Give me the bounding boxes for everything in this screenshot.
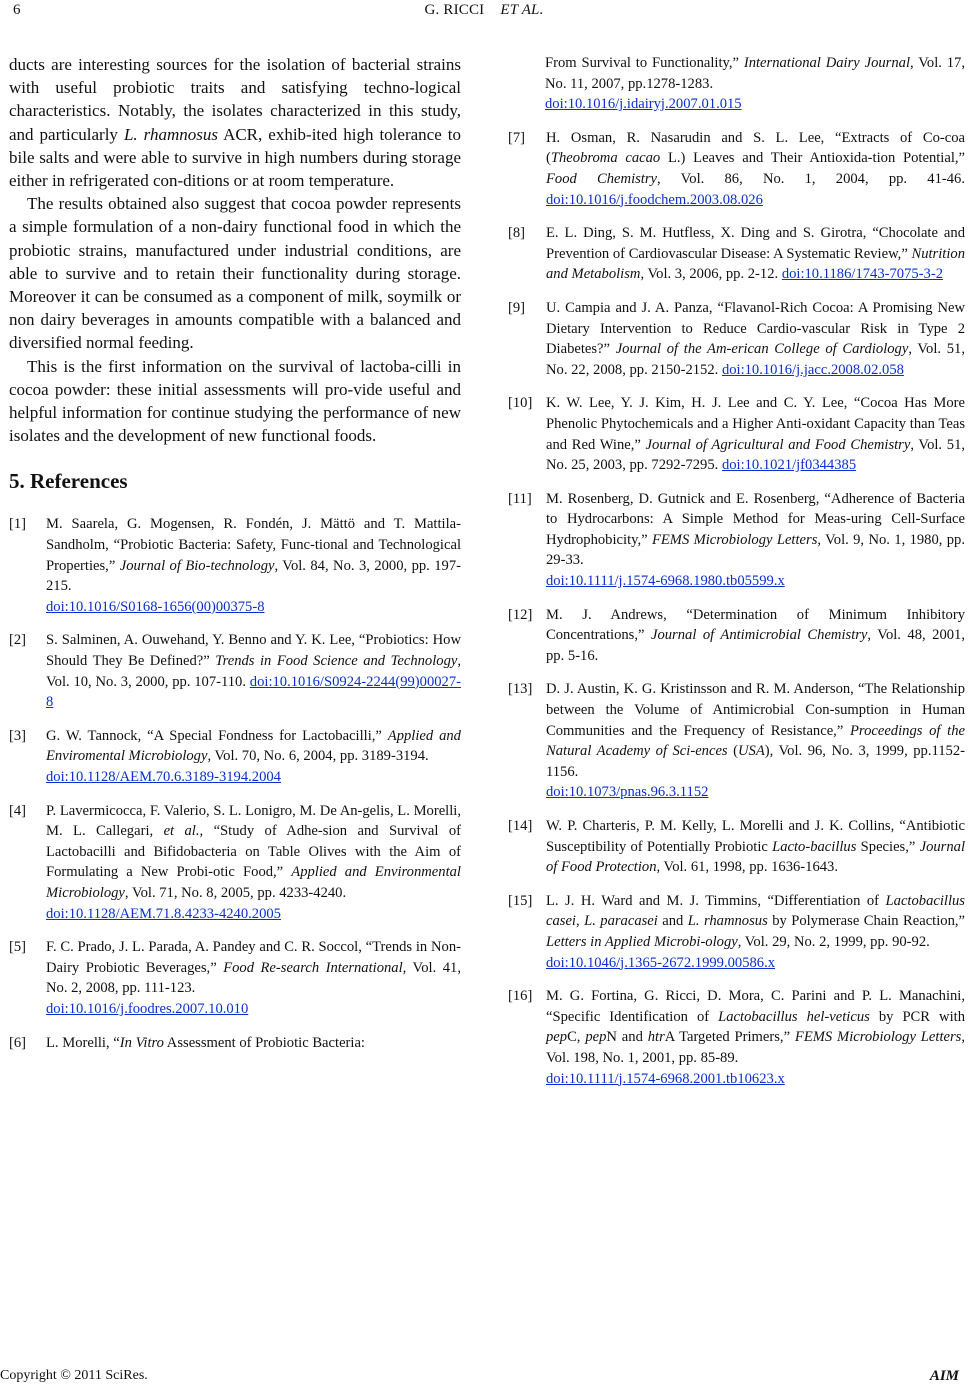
reference-italic: In Vitro [119,1034,164,1051]
reference-3 [9,726,461,788]
reference-authors-title: E. L. Ding, S. M. Hutfless, X. Ding and S. Girotra, “Chocolate and Prevention of Cardiovascular Disease: A Systematic Review,” [546,225,965,262]
reference-journal: Trends in Food Science and Technology [215,653,458,670]
reference-journal: FEMS Microbiology Letters [794,1029,962,1046]
reference-8 [508,223,965,285]
reference-title: A Targeted Primers,” [664,1029,795,1046]
reference-number: [7] [508,129,526,146]
paragraph-2: The results obtained also suggest that cocoa powder represents a simple formulation of a non-dairy functional food in which the probiotic strains, manufactured under industrial conditions, are able to survive and to retain their functionality during storage. Moreover it can be consumed as a component of milk, soymilk or non dairy beverages in amounts compatible with a balanced and diversified normal feeding. [9,194,461,353]
reference-number: [9] [508,299,526,316]
reference-species-2: L. paracasei [584,913,658,930]
paragraph-1-start: ducts are interesting sources for the isolation of bacterial strains with useful probiotic traits and satisfying techno-logical characteristics. Notably, the isolates characterized in this study, and particularly [9,55,461,144]
reference-9 [508,298,965,380]
doi-link[interactable]: doi:10.1111/j.1574-6968.2001.tb10623.x [546,1070,785,1087]
reference-number: [14] [508,818,533,834]
page-number: 6 [13,2,21,18]
doi-link[interactable]: doi:10.1128/AEM.70.6.3189-3194.2004 [46,768,281,785]
reference-number: [8] [508,225,526,242]
reference-authors-title: M. J. Andrews, “Determination of Minimum Inhibitory Concentrations,” [546,606,965,644]
reference-journal: Journal of Antimicrobial Chemistry [650,627,868,644]
journal-abbreviation: AIM [929,1368,959,1384]
reference-details: , Vol. 71, No. 8, 2005, pp. 4233-4240. [124,884,347,901]
reference-journal: Nutrition and Metabolism [546,245,965,283]
reference-journal: Journal of Bio-technology [119,557,275,574]
reference-details: , Vol. 70, No. 6, 2004, pp. 3189-3194. [207,748,429,765]
doi-link[interactable]: doi:10.1111/j.1574-6968.1980.tb05599.x [546,573,785,590]
reference-number: [15] [508,892,533,909]
doi-link[interactable]: doi:10.1046/j.1365-2672.1999.00586.x [546,954,776,971]
reference-journal: Journal of Agricultural and Food Chemistry [645,436,911,453]
reference-authors-title: M. Saarela, G. Mogensen, R. Fondén, J. Mättö and T. Mattila-Sandholm, “Probiotic Bacteria: Safety, Func-tional and Technological Properties,” [46,516,461,574]
reference-10 [508,393,965,475]
reference-authors: L. J. H. Ward and M. J. Timmins, “Differentiation of [546,892,886,909]
reference-punct: by PCR with [869,1008,965,1025]
reference-journal: Letters in Applied Microbi-ology [546,933,738,950]
reference-title: L.) Leaves and Their Antioxida-tion Potential,” [660,150,966,167]
reference-authors-title: F. C. Prado, J. L. Parada, A. Pandey and C. R. Soccol, “Trends in Non-Dairy Probiotic Beverages,” [46,939,461,976]
reference-gene: pep [546,1029,568,1046]
reference-species-3: L. rhamnosus [687,913,768,930]
copyright-notice: Copyright © 2011 SciRes. [0,1368,148,1383]
reference-authors-title: G. W. Tannock, “A Special Fondness for Lactobacilli,” [46,727,388,744]
reference-authors-title: D. J. Austin, K. G. Kristinsson and R. M. Anderson, “The Relationship between the Volume of Antimicrobial Con-sumption in Human Communities and the Frequency of Resistance,” [546,681,965,739]
reference-journal: Applied and Enviromental Microbiology [46,727,461,765]
reference-species: Lactobacillus hel-veticus [718,1008,870,1025]
reference-16 [508,986,965,1089]
reference-journal: Proceedings of the Natural Academy of Sci-ences [546,722,965,760]
reference-journal: Journal of the Am-erican College of Cardiology [615,341,909,358]
running-header-etal: ET AL. [500,2,544,18]
reference-etal: et al. [163,823,200,840]
running-header [0,2,968,19]
reference-15 [508,891,965,973]
reference-authors-title: S. Salminen, A. Ouwehand, Y. Benno and Y. K. Lee, “Probiotics: How Should They Be Defined?” [46,632,461,670]
reference-authors: P. Lavermicocca, F. Valerio, S. L. Lonigro, M. De An-gelis, L. Morelli, M. L. Callegari, [46,802,461,840]
reference-country: USA [738,743,765,760]
reference-number: [3] [9,727,27,744]
reference-4 [9,801,461,925]
reference-details: , Vol. 10, No. 3, 2000, pp. 107-110. [46,653,462,690]
species-name: L. rhamnosus [123,124,218,144]
reference-details: , Vol. 48, 2001, pp. 5-16. [546,627,965,664]
reference-gene: htr [647,1029,665,1046]
reference-punct: N and [606,1029,648,1046]
reference-2 [9,630,461,712]
reference-number: [2] [9,632,27,649]
doi-link[interactable]: doi:10.1016/S0924-2244(99)00027-8 [46,673,461,711]
reference-12 [508,605,965,667]
reference-title-start: Assessment of Probiotic Bacteria: [163,1034,365,1051]
reference-journal: FEMS Microbiology Letters [651,531,818,548]
reference-details: , Vol. 61, 1998, pp. 1636-1643. [656,859,839,876]
left-column [9,53,461,1053]
reference-details: , Vol. 17, No. 11, 2007, pp.1278-1283. [545,55,965,92]
reference-authors: L. Morelli, “ [46,1034,120,1051]
reference-number: [5] [9,939,27,956]
reference-punct: ( [727,743,738,760]
reference-details: , Vol. 3, 2006, pp. 2-12. [640,266,782,283]
doi-link[interactable]: doi:10.1021/jf0344385 [721,457,857,474]
reference-7 [508,128,965,210]
reference-6 [9,1033,461,1054]
reference-11 [508,489,965,592]
reference-details: , Vol. 9, No. 1, 1980, pp. 29-33. [546,531,966,569]
reference-1 [9,514,461,617]
reference-details: , Vol. 86, No. 1, 2004, pp. 41-46. [657,170,965,187]
reference-number: [1] [9,516,27,533]
reference-authors: H. Osman, R. Nasarudin and S. L. Lee, “Extracts of Co-coa ( [546,129,965,167]
right-column [508,53,965,1102]
doi-link[interactable]: doi:10.1016/S0168-1656(00)00375-8 [46,598,265,615]
reference-journal: Applied and Environmental Microbiology [46,864,461,901]
reference-punct: C, [567,1029,586,1046]
reference-details: , Vol. 84, No. 3, 2000, pp. 197-215. [46,557,461,595]
reference-number: [11] [508,490,532,507]
reference-punct: and [657,913,688,930]
reference-journal: Food Chemistry [546,170,658,187]
reference-genus: Lacto-bacillus [772,838,857,855]
reference-details: , Vol. 51, No. 22, 2008, pp. 2150-2152. [546,341,965,378]
reference-number: [10] [508,395,533,412]
reference-species: Theobroma cacao [550,150,661,167]
reference-5 [9,937,461,1019]
paragraph-1 [9,53,461,192]
reference-number: [4] [9,802,27,819]
reference-species-1: Lactobacillus casei [546,892,965,930]
reference-14 [508,816,965,878]
reference-details: , Vol. 29, No. 2, 1999, pp. 90-92. [737,933,930,950]
doi-link[interactable]: doi:10.1128/AEM.71.8.4233-4240.2005 [46,905,281,922]
reference-gene: pep [585,1029,607,1046]
reference-number: [12] [508,606,533,623]
reference-journal: Journal of Food Protection [546,838,965,876]
doi-link[interactable]: doi:10.1016/j.foodchem.2003.08.026 [546,191,763,208]
doi-link[interactable]: doi:10.1016/j.foodres.2007.10.010 [46,1000,249,1017]
doi-link[interactable]: doi:10.1016/j.jacc.2008.02.058 [721,361,904,378]
reference-list-right [508,53,965,1089]
reference-details: , Vol. 51, No. 25, 2003, pp. 7292-7295. [546,436,966,474]
reference-list-left [9,514,461,1053]
reference-punct: , [576,913,585,930]
reference-13 [508,679,965,803]
reference-authors: M. G. Fortina, G. Ricci, D. Mora, C. Parini and P. L. Manachini, “Specific Identification of [546,988,965,1025]
paragraph-1-end: ACR, exhib-ited high tolerance to bile salts and were able to survive in high numbers during storage either in refrigerated con-ditions or at room temperature. [9,124,461,191]
reference-journal: Food Re-search International [223,959,403,976]
reference-authors: W. P. Charteris, P. M. Kelly, L. Morelli and J. K. Collins, “Antibiotic Susceptibility of Potentially Probiotic [546,818,965,855]
doi-link[interactable]: doi:10.1073/pnas.96.3.1152 [546,784,709,801]
reference-title-end: From Survival to Functionality,” [545,55,744,71]
reference-number: [16] [508,988,533,1005]
reference-title: Species,” [856,838,920,855]
doi-link[interactable]: doi:10.1016/j.idairyj.2007.01.015 [545,96,742,113]
reference-authors-title: U. Campia and J. A. Panza, “Flavanol-Rich Cocoa: A Promising New Dietary Intervention to Reduce Cardio-vascular Risk in Type 2 Diabetes?” [546,299,965,358]
reference-details: , Vol. 41, No. 2, 2008, pp. 111-123. [46,959,461,997]
reference-title: by Polymerase Chain Reaction,” [767,913,966,930]
reference-number: [6] [9,1034,27,1051]
reference-details: ), Vol. 96, No. 3, 1999, pp.1152-1156. [546,743,965,780]
references-heading: 5. References [9,469,128,494]
reference-number: [13] [508,681,533,698]
conclusion-text [9,53,461,447]
reference-6-continued [508,53,965,115]
reference-authors-title: K. W. Lee, Y. J. Kim, H. J. Lee and C. Y. Lee, “Cocoa Has More Phenolic Phytochemicals and a Higher Anti-oxidant Capacity than Teas and Red Wine,” [546,395,965,453]
reference-details: , Vol. 198, No. 1, 2001, pp. 85-89. [546,1029,965,1066]
reference-title: , “Study of Adhe-sion and Survival of Lactobacilli and Bifidobacteria on Table Olives with the Aim of Formulating a New Probi-otic Food,” [46,823,461,881]
reference-authors-title: M. Rosenberg, D. Gutnick and E. Rosenberg, “Adherence of Bacteria to Hydrocarbons: A Simple Method for Meas-uring Cell-Surface Hydrophobicity,” [546,490,965,548]
doi-link[interactable]: doi:10.1186/1743-7075-3-2 [781,266,944,283]
reference-journal: International Dairy Journal [743,55,911,71]
running-header-authors: G. RICCI [424,2,485,18]
paragraph-3: This is the first information on the survival of lactoba-cilli in cocoa powder: these initial assessments will pro-vide useful and helpful information for continue studying the performance of new isolates and the development of new functional foods. [9,356,461,446]
